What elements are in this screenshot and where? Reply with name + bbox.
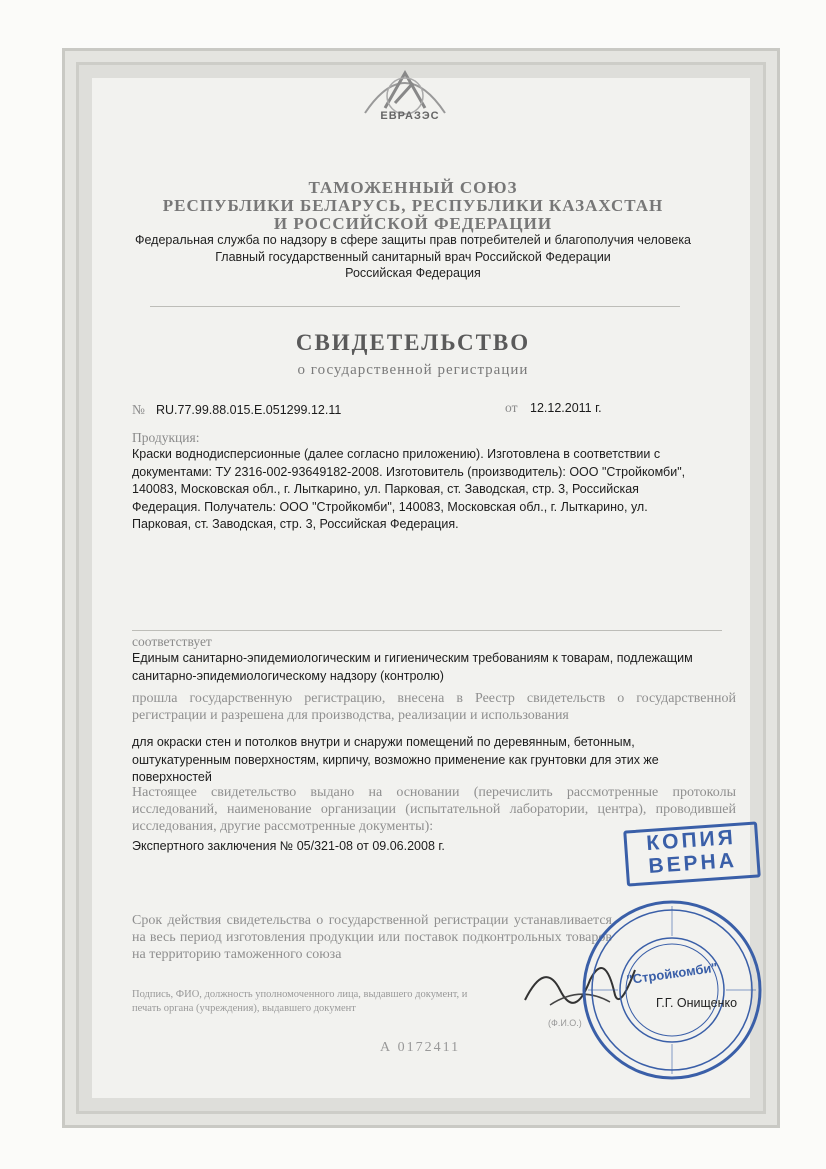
basis-text: Настоящее свидетельство выдано на основании (перечислить рассмотренные протоколы исследований, наименование организации (испытательной лаборатории, центра), проводившей исследования, другие рассмотренные документы): xyxy=(132,785,736,834)
registered-text: прошла государственную регистрацию, внесена в Реестр свидетельств о государственной регистрации и разрешена для производства, реализации и использования xyxy=(132,691,736,723)
seal-center-text: "Стройкомби" xyxy=(625,959,719,988)
product-line: Федерация. Получатель: ООО "Стройкомби", 140083, Московская обл., г. Лыткарино, ул. xyxy=(132,499,648,514)
usage-text xyxy=(132,734,732,787)
divider xyxy=(150,306,680,307)
product-label: Продукция: xyxy=(132,430,200,445)
registration-date-label: от xyxy=(505,400,518,415)
compliance-label: соответствует xyxy=(132,634,212,649)
header-line-1: ТАМОЖЕННЫЙ СОЮЗ xyxy=(308,178,518,197)
signer-label: (Ф.И.О.) xyxy=(548,1018,582,1028)
serial-number: А 0172411 xyxy=(380,1040,461,1055)
usage-line: для окраски стен и потолков внутри и снаружи помещений по деревянным, бетонным, xyxy=(132,735,635,749)
logo-label: ЕВРАЗЭС xyxy=(380,110,440,122)
header-line-2: РЕСПУБЛИКИ БЕЛАРУСЬ, РЕСПУБЛИКИ КАЗАХСТАН xyxy=(162,196,664,215)
compliance-line: Единым санитарно-эпидемиологическим и гигиеническим требованиям к товарам, подлежащим xyxy=(132,651,693,665)
product-line: 140083, Московская обл., г. Лыткарино, ул. Парковая, ст. Заводская, стр. 3, Российская xyxy=(132,482,639,496)
authority-line-1: Федеральная служба по надзору в сфере защиты прав потребителей и благополучия человека xyxy=(134,233,692,247)
product-text xyxy=(132,446,732,534)
product-line: Парковая, ст. Заводская, стр. 3, Российская Федерация. xyxy=(132,517,459,531)
registration-date: 12.12.2011 г. xyxy=(530,401,602,415)
signature-label: Подпись, ФИО, должность уполномоченного лица, выдавшего документ, и печать органа (учреждения), выдавшего документ xyxy=(132,989,468,1014)
authority-line-2: Главный государственный санитарный врач Российской Федерации xyxy=(215,250,611,264)
registration-number-label: № xyxy=(132,402,145,417)
signer-name: Г.Г. Онищенко xyxy=(656,996,738,1010)
compliance-line: санитарно-эпидемиологическому надзору (контролю) xyxy=(132,668,444,683)
page-subtitle: о государственной регистрации xyxy=(297,362,529,378)
stamp-line-2: ВЕРНА xyxy=(647,848,738,879)
organization-seal-icon xyxy=(578,896,766,1084)
product-line: Краски воднодисперсионные (далее согласно приложению). Изготовлена в соответствии с xyxy=(132,447,661,461)
stamp-line-1: КОПИЯ xyxy=(645,825,737,856)
page-title: СВИДЕТЕЛЬСТВО xyxy=(295,330,531,355)
validity-text: Срок действия свидетельства о государственной регистрации устанавливается на весь период изготовления продукции или поставок подконтрольных товаров на территорию таможенного союза xyxy=(132,913,612,962)
usage-line: оштукатуренным поверхностям, кирпичу, возможно применение как грунтовки для этих же xyxy=(132,752,659,767)
product-line: документами: ТУ 2316-002-93649182-2008. Изготовитель (производитель): ООО "Стройкомби", xyxy=(132,464,686,479)
header-line-3: И РОССИЙСКОЙ ФЕДЕРАЦИИ xyxy=(273,214,553,233)
expert-conclusion: Экспертного заключения № 05/321-08 от 09.06.2008 г. xyxy=(132,839,445,853)
usage-line: поверхностей xyxy=(132,770,212,784)
copy-certified-stamp xyxy=(623,821,761,886)
authority-line-3: Российская Федерация xyxy=(345,266,481,280)
divider xyxy=(132,630,722,631)
registration-number: RU.77.99.88.015.Е.051299.12.11 xyxy=(156,403,342,417)
compliance-text xyxy=(132,650,732,685)
